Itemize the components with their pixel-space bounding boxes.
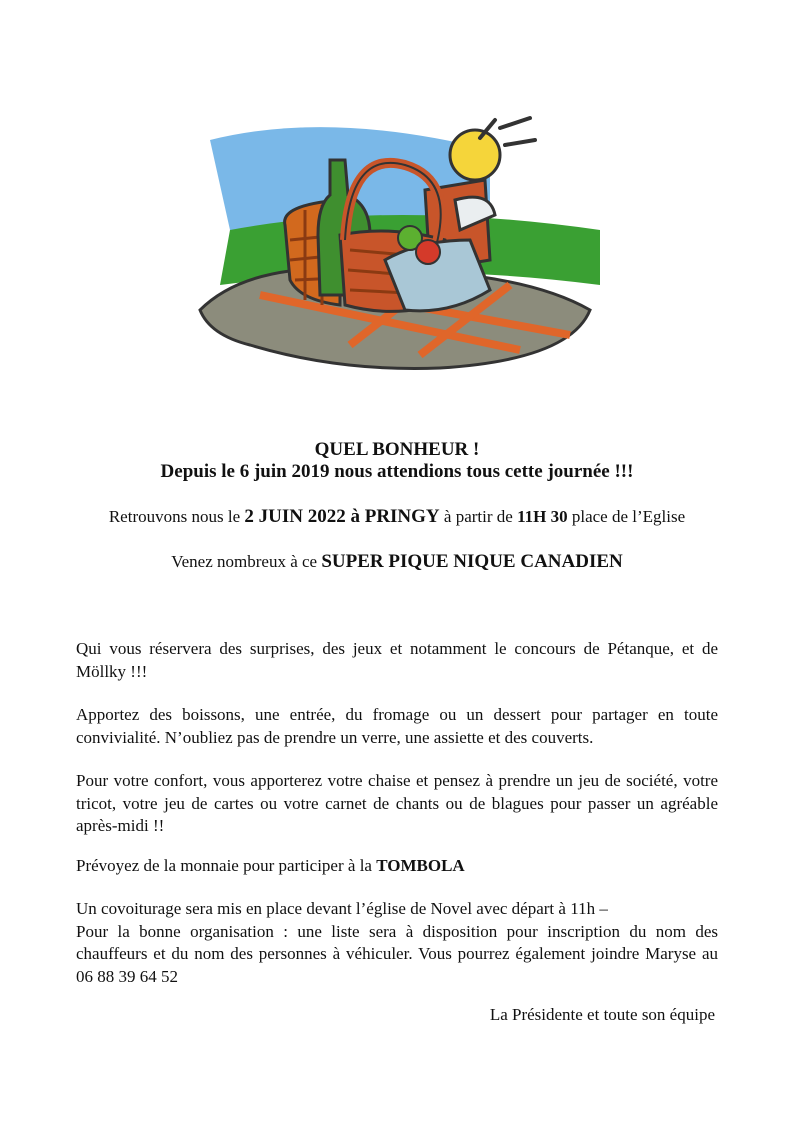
- carpool-line: Un covoiturage sera mis en place devant l’église de Novel avec départ à 11h –: [76, 899, 608, 918]
- tombola-label: TOMBOLA: [376, 856, 465, 875]
- invite-middle: à partir de: [439, 507, 518, 526]
- invite-suffix: place de l’Eglise: [567, 507, 686, 526]
- surprises-paragraph: Qui vous réservera des surprises, des jeux et notamment le concours de Pétanque, et de Möllky !!!: [76, 639, 718, 681]
- subheadline: Depuis le 6 juin 2019 nous attendions tous cette journée !!!: [160, 461, 634, 482]
- bring-paragraph: Apportez des boissons, une entrée, du fromage ou un dessert pour partager en toute convivialité. N’oubliez pas de prendre un verre, une assiette et des couverts.: [76, 705, 718, 747]
- picnic-basket-illustration: [190, 110, 610, 375]
- signature: La Présidente et toute son équipe: [489, 1005, 715, 1024]
- comfort-paragraph: Pour votre confort, vous apporterez votre chaise et pensez à prendre un jeu de société, votre tricot, votre jeu de cartes ou votre carnet de chants ou de blagues pour passer un agréable après-midi !!: [76, 771, 718, 835]
- invite-prefix: Retrouvons nous le: [108, 507, 245, 526]
- event-name: SUPER PIQUE NIQUE CANADIEN: [321, 551, 623, 572]
- tombola-prefix: Prévoyez de la monnaie pour participer à la: [76, 856, 377, 875]
- event-date-place: 2 JUIN 2022 à PRINGY: [244, 506, 440, 527]
- event-time: 11H 30: [517, 507, 568, 526]
- carpool-paragraph: [76, 898, 718, 988]
- event-line: [0, 551, 794, 573]
- event-prefix: Venez nombreux à ce: [171, 552, 322, 571]
- tombola-paragraph: [76, 855, 718, 878]
- headline: QUEL BONHEUR !: [314, 439, 480, 460]
- invite-line: [0, 506, 794, 528]
- organisation-text: Pour la bonne organisation : une liste sera à disposition pour inscription du nom des chauffeurs et du nom des personnes à véhiculer. Vous pourrez également joindre Maryse au 06 88 39 64 52: [76, 921, 718, 986]
